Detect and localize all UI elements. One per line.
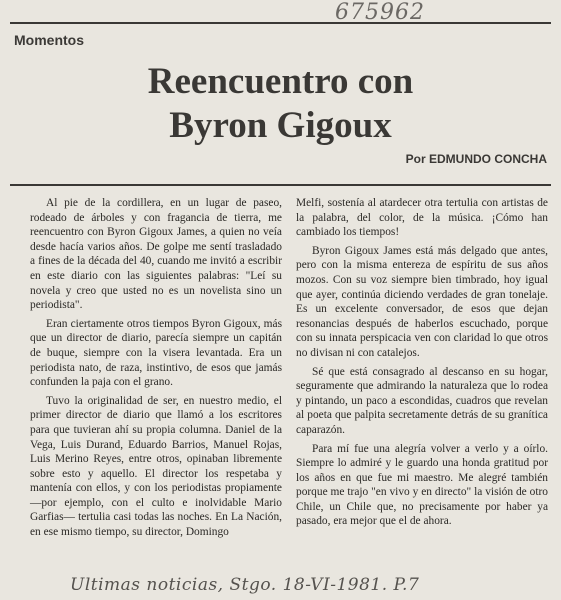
top-rule xyxy=(10,22,551,24)
handwritten-archive-number: 675962 xyxy=(335,0,425,25)
section-label: Momentos xyxy=(14,32,84,48)
paragraph: Tuvo la originalidad de ser, en nuestro medio, el primer director de diario que llamó a los escritores para que tuvieran ahí su propia columna. Daniel de la Vega, Luis Durand, Eduardo Barrios, Manuel Rojas, Luis Merino Reyes, entre otros, opinaban libremente sobre esto y aquello. El director los respetaba y mantenía con ellos, y con los periodistas propiamente —por ejemplo, con el culto e inolvidable Mario Garfias— tertulia casi todas las noches. En La Nación, en ese mismo tiempo, su director, Domingo xyxy=(30,394,282,539)
middle-rule xyxy=(10,184,551,186)
title-line-2: Byron Gigoux xyxy=(169,105,392,146)
paragraph: Byron Gigoux James está más delgado que antes, pero con la misma entereza de espíritu de sus años mozos. Con su voz siempre bien timbrado, hoy igual que ayer, continúa diciendo verdades de gran tonelaje. Es un excelente conversador, de esos que dejan resonancias después de haberlos escuchado, porque con su innata perspicacia ven con claridad lo que otros no divisan ni con catalejos. xyxy=(296,244,548,359)
paragraph: Para mí fue una alegría volver a verlo y a oírlo. Siempre lo admiré y le guardo una honda gratitud por los años en que fue mi maestro. Me alegré también porque me trajo "en vivo y en directo" la visión de otro Chile, un Chile que, no precisamente por haber ya pasado, era mejor que el de ahora. xyxy=(296,442,548,528)
paragraph: Al pie de la cordillera, en un lugar de paseo, rodeado de árboles y con fragancia de tierra, me reencuentro con Byron Gigoux James, a quien no veía desde hacía varios años. De golpe me sentí trasladado a fines de la década del 40, cuando me invitó a escribir en este diario con las siguientes palabras: "Leí su novela y creo que usted no es un novelista sino un periodista". xyxy=(30,197,282,312)
title-line-1: Reencuentro con xyxy=(147,61,414,102)
article-title xyxy=(0,60,561,148)
handwritten-source-note: Ultimas noticias, Stgo. 18-VI-1981. P.7 xyxy=(70,575,420,595)
byline: Por EDMUNDO CONCHA xyxy=(405,152,547,166)
paragraph: Eran ciertamente otros tiempos Byron Gigoux, más que un director de diario, parecía siempre un capitán de buque, siempre con la visera levantada. Era un periodista nato, de raza, instintivo, de esos que jamás confunden la paja con el grano. xyxy=(30,317,282,389)
paragraph: Sé que está consagrado al descanso en su hogar, seguramente que admirando la naturaleza que lo rodea y pintando, un paco a escondidas, cuadros que revelan al poeta que palpita secretamente detrás de su granítica caparazón. xyxy=(296,365,548,436)
right-column xyxy=(296,196,548,533)
left-column xyxy=(30,196,282,544)
paragraph: Melfi, sostenía al atardecer otra tertulia con artistas de la palabra, del color, de la música. ¡Cómo han cambiado los tiempos! xyxy=(296,197,548,239)
